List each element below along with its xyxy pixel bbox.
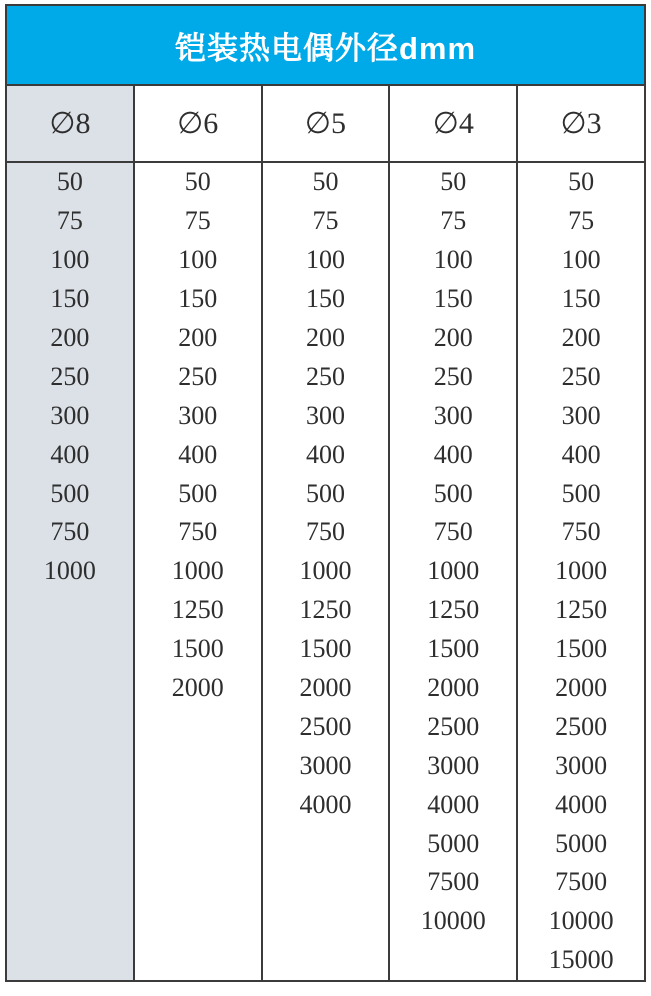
table-cell: 300	[433, 400, 473, 430]
table-column-d6	[135, 86, 263, 980]
table-cell: 1000	[427, 556, 480, 586]
table-cell: 1250	[299, 595, 352, 625]
table-cell: 1250	[555, 595, 608, 625]
table-cell: 50	[184, 167, 211, 197]
table-cell: 750	[305, 517, 345, 547]
column-header: ∅5	[263, 86, 389, 163]
table-cell: 5000	[555, 828, 608, 858]
table-cell: 50	[568, 167, 595, 197]
table-cell: 1500	[299, 634, 352, 664]
table-cell: 300	[50, 400, 90, 430]
table-cell: 150	[305, 284, 345, 314]
table-cell: 75	[312, 206, 339, 236]
table-cell: 750	[561, 517, 601, 547]
table-cell: 200	[178, 323, 218, 352]
table-cell: 750	[50, 517, 90, 547]
table-cell: 75	[568, 206, 595, 236]
column-values	[518, 163, 644, 980]
table-cell: 7500	[427, 867, 480, 897]
table-cell: 300	[305, 400, 345, 430]
table-cell: 4000	[299, 789, 352, 819]
table-cell: 150	[178, 284, 218, 314]
table-cell: 500	[561, 478, 601, 508]
table-cell: 150	[561, 284, 601, 314]
table-column-d3	[518, 86, 644, 980]
table-cell: 100	[178, 245, 218, 275]
table-cell: 75	[56, 206, 83, 236]
table-cell: 200	[561, 323, 601, 352]
column-header: ∅6	[135, 86, 261, 163]
table-cell: 15000	[548, 945, 614, 975]
table-cell: 2500	[427, 711, 480, 741]
table-cell: 300	[178, 400, 218, 430]
table-cell: 50	[440, 167, 467, 197]
table-title-band: 铠装热电偶外径dmm	[7, 6, 644, 86]
table-cell: 2500	[299, 711, 352, 741]
table-cell: 750	[433, 517, 473, 547]
table-cell: 400	[178, 439, 218, 469]
table-cell: 250	[50, 361, 90, 391]
table-cell: 250	[178, 361, 218, 391]
table-cell: 150	[433, 284, 473, 314]
table-cell: 500	[305, 478, 345, 508]
table-cell: 300	[561, 400, 601, 430]
column-values	[263, 163, 389, 980]
table-cell: 1250	[171, 595, 224, 625]
table-cell: 50	[312, 167, 339, 197]
table-cell: 200	[50, 323, 90, 352]
table-cell: 500	[50, 478, 90, 508]
table-cell: 100	[305, 245, 345, 275]
table-cell: 750	[178, 517, 218, 547]
table-cell: 500	[433, 478, 473, 508]
table-cell: 10000	[420, 906, 486, 936]
table-cell: 4000	[555, 789, 608, 819]
table-cell: 2000	[555, 673, 608, 703]
table-cell: 2000	[171, 673, 224, 703]
table-cell: 2000	[427, 673, 480, 703]
table-cell: 75	[184, 206, 211, 236]
table-cell: 3000	[555, 750, 608, 780]
table-cell: 400	[433, 439, 473, 469]
table-cell: 400	[50, 439, 90, 469]
table-cell: 7500	[555, 867, 608, 897]
table-cell: 2500	[555, 711, 608, 741]
column-header: ∅4	[390, 86, 516, 163]
table-cell: 50	[56, 167, 83, 197]
table-cell: 100	[561, 245, 601, 275]
table-cell: 100	[50, 245, 90, 275]
table-cell: 150	[50, 284, 90, 314]
table-cell: 1000	[299, 556, 352, 586]
table-cell: 10000	[548, 906, 614, 936]
column-values	[390, 163, 516, 980]
table-cell: 250	[305, 361, 345, 391]
table-cell: 250	[433, 361, 473, 391]
table-cell: 1000	[43, 556, 96, 586]
table-cell: 4000	[427, 789, 480, 819]
table-cell: 1000	[555, 556, 608, 586]
table-cell: 200	[433, 323, 473, 352]
table-cell: 400	[305, 439, 345, 469]
thermocouple-diameter-table	[5, 4, 646, 982]
table-column-d4	[390, 86, 518, 980]
table-cell: 250	[561, 361, 601, 391]
table-cell: 1500	[427, 634, 480, 664]
column-values	[7, 163, 133, 980]
table-cell: 2000	[299, 673, 352, 703]
column-header: ∅8	[7, 86, 133, 163]
table-cell: 1000	[171, 556, 224, 586]
table-cell: 5000	[427, 828, 480, 858]
table-column-d8	[7, 86, 135, 980]
table-cell: 1250	[427, 595, 480, 625]
table-cell: 400	[561, 439, 601, 469]
column-header: ∅3	[518, 86, 644, 163]
table-cell: 500	[178, 478, 218, 508]
table-column-d5	[263, 86, 391, 980]
table-cell: 3000	[299, 750, 352, 780]
table-cell: 100	[433, 245, 473, 275]
table-cell: 200	[305, 323, 345, 352]
table-grid	[7, 86, 644, 980]
table-cell: 75	[440, 206, 467, 236]
table-cell: 1500	[171, 634, 224, 664]
table-cell: 3000	[427, 750, 480, 780]
column-values	[135, 163, 261, 980]
table-cell: 1500	[555, 634, 608, 664]
